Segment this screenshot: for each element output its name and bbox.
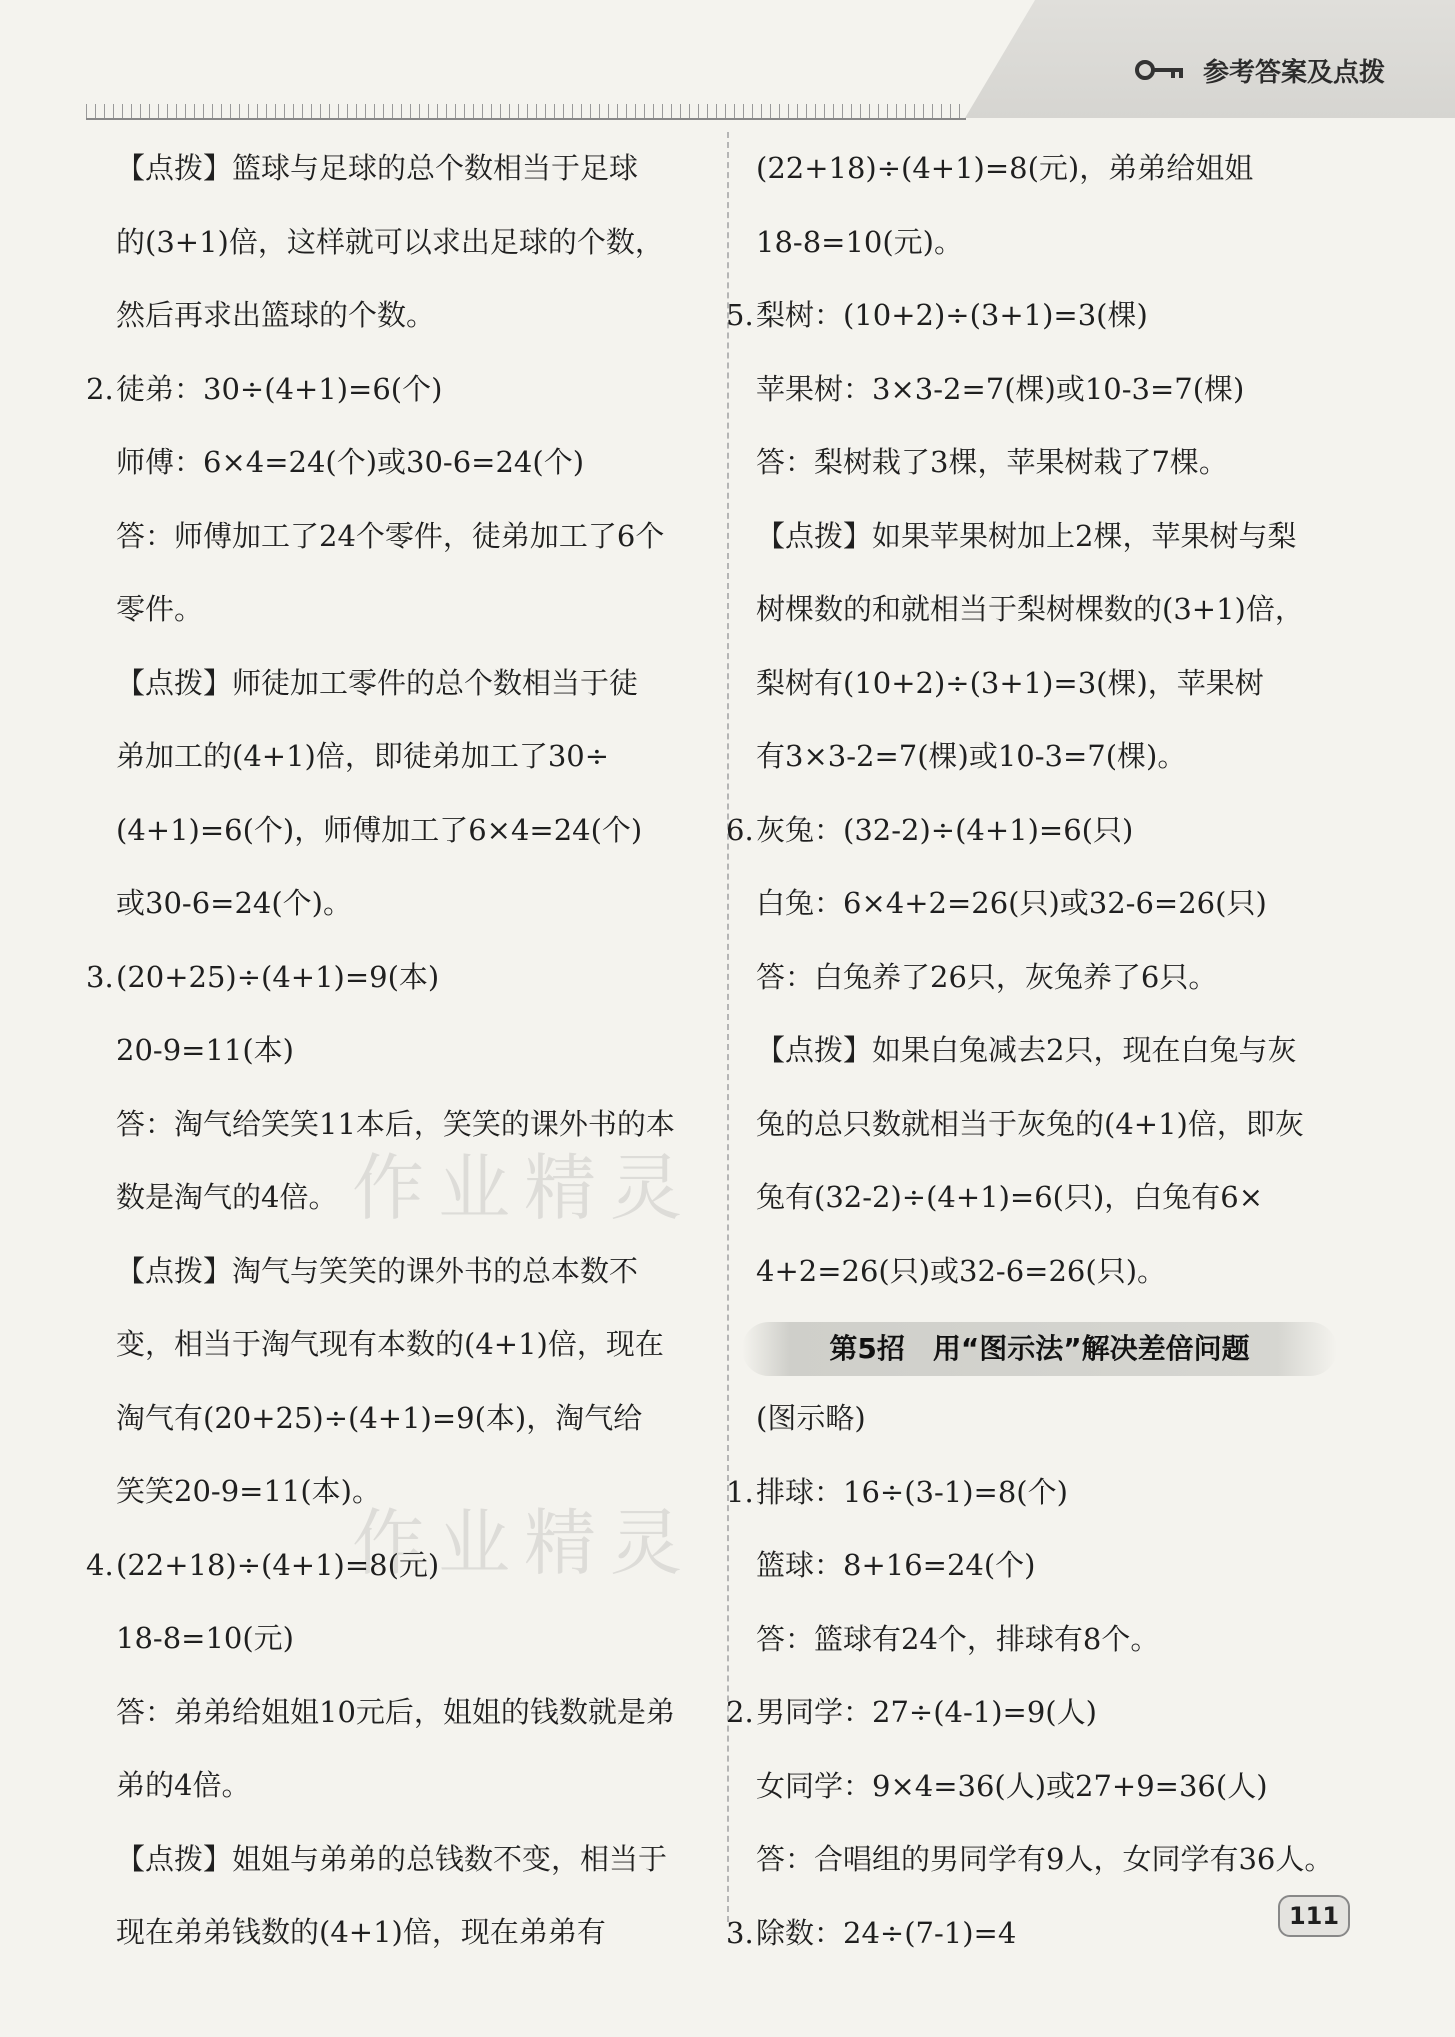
right-column <box>726 138 1371 1976</box>
line-text: 18-8=10(元)。 <box>756 224 963 259</box>
line-text: (图示略) <box>756 1401 866 1435</box>
line-text: 或30-6=24(个)。 <box>116 886 352 920</box>
line-text: 零件。 <box>116 592 204 626</box>
text-line <box>756 138 1371 212</box>
line-text: 【点拨】如果苹果树加上2棵，苹果树与梨 <box>756 518 1297 553</box>
text-line <box>756 506 1371 580</box>
text-line <box>116 432 706 506</box>
item-number: 4. <box>86 1547 114 1582</box>
line-text: 答：篮球有24个，排球有8个。 <box>756 1621 1160 1656</box>
answer-item <box>86 947 706 1021</box>
item-number: 2. <box>726 1695 754 1729</box>
text-line <box>116 1388 706 1462</box>
line-text: 答：梨树栽了3棵，苹果树栽了7棵。 <box>756 445 1228 479</box>
line-text: 除数：24÷(7-1)=4 <box>756 1915 1017 1950</box>
text-line <box>116 285 706 359</box>
text-line <box>116 1020 706 1094</box>
line-text: (4+1)=6(个)，师傅加工了6×4=24(个) <box>116 812 643 847</box>
text-line <box>756 1241 1371 1315</box>
line-text: 淘气有(20+25)÷(4+1)=9(本)，淘气给 <box>116 1400 643 1435</box>
item-number: 1. <box>726 1474 754 1509</box>
watermark: 作业精灵 <box>352 1146 697 1230</box>
line-text: 兔的总只数就相当于灰兔的(4+1)倍，即灰 <box>756 1106 1304 1141</box>
line-text: 梨树有(10+2)÷(3+1)=3(棵)，苹果树 <box>756 665 1264 700</box>
key-icon <box>1133 58 1187 82</box>
text-line <box>756 873 1371 947</box>
text-line <box>116 1094 706 1168</box>
section-heading: 第5招 用“图示法”解决差倍问题 <box>742 1322 1337 1376</box>
text-line <box>756 1609 1371 1683</box>
line-text: (22+18)÷(4+1)=8(元) <box>116 1547 440 1582</box>
text-line <box>756 1388 1371 1462</box>
text-line <box>116 1682 706 1756</box>
line-text: 的(3+1)倍，这样就可以求出足球的个数， <box>116 224 664 259</box>
text-line <box>756 1167 1371 1241</box>
answer-item <box>726 1682 1371 1756</box>
answer-item <box>86 359 706 433</box>
answer-item <box>726 285 1371 359</box>
text-line <box>756 947 1371 1021</box>
item-number: 3. <box>726 1915 754 1950</box>
line-text: 答：弟弟给姐姐10元后，姐姐的钱数就是弟 <box>116 1694 675 1729</box>
line-text: 女同学：9×4=36(人)或27+9=36(人) <box>756 1768 1268 1803</box>
line-text: 答：白兔养了26只，灰兔养了6只。 <box>756 959 1218 994</box>
line-text: 【点拨】如果白兔减去2只，现在白兔与灰 <box>756 1033 1297 1067</box>
line-text: 排球：16÷(3-1)=8(个) <box>756 1474 1068 1509</box>
text-line <box>116 506 706 580</box>
text-line <box>756 1829 1371 1903</box>
text-line <box>116 1755 706 1829</box>
line-text: (22+18)÷(4+1)=8(元)，弟弟给姐姐 <box>756 151 1254 185</box>
text-line <box>116 1167 706 1241</box>
answer-item <box>726 1462 1371 1536</box>
line-text: 梨树：(10+2)÷(3+1)=3(棵) <box>756 298 1148 332</box>
line-text: (20+25)÷(4+1)=9(本) <box>116 959 440 994</box>
text-line <box>116 212 706 286</box>
text-line <box>116 1461 706 1535</box>
header-title: 参考答案及点拨 <box>1202 58 1385 88</box>
line-text: 笑笑20-9=11(本)。 <box>116 1474 381 1508</box>
line-text: 弟加工的(4+1)倍，即徒弟加工了30÷ <box>116 739 610 773</box>
text-line <box>116 579 706 653</box>
line-text: 变，相当于淘气现有本数的(4+1)倍，现在 <box>116 1327 664 1361</box>
line-text: 男同学：27÷(4-1)=9(人) <box>756 1695 1097 1729</box>
line-text: 现在弟弟钱数的(4+1)倍，现在弟弟有 <box>116 1915 606 1949</box>
ruler-divider <box>86 104 966 120</box>
line-text: 白兔：6×4+2=26(只)或32-6=26(只) <box>756 886 1267 920</box>
line-text: 弟的4倍。 <box>116 1768 251 1802</box>
text-line <box>756 212 1371 286</box>
text-line <box>756 432 1371 506</box>
text-line <box>756 1756 1371 1830</box>
page-number: 111 <box>1278 1895 1350 1937</box>
text-line <box>116 726 706 800</box>
text-line <box>756 1535 1371 1609</box>
line-text: 苹果树：3×3-2=7(棵)或10-3=7(棵) <box>756 371 1245 406</box>
answer-item <box>86 1535 706 1609</box>
line-text: 答：师傅加工了24个零件，徒弟加工了6个 <box>116 518 665 553</box>
line-text: 树棵数的和就相当于梨树棵数的(3+1)倍， <box>756 592 1304 626</box>
line-text: 数是淘气的4倍。 <box>116 1180 338 1214</box>
line-text: 【点拨】姐姐与弟弟的总钱数不变，相当于 <box>116 1841 668 1876</box>
line-text: 师傅：6×4=24(个)或30-6=24(个) <box>116 445 585 479</box>
item-number: 6. <box>726 812 754 847</box>
text-line <box>756 359 1371 433</box>
text-line <box>756 1020 1371 1094</box>
column-divider <box>727 132 729 1922</box>
item-number: 3. <box>86 959 114 994</box>
line-text: 灰兔：(32-2)÷(4+1)=6(只) <box>756 812 1134 847</box>
text-line <box>116 653 706 727</box>
text-line <box>756 653 1371 727</box>
line-text: 答：淘气给笑笑11本后，笑笑的课外书的本 <box>116 1106 675 1141</box>
answer-item <box>726 800 1371 874</box>
line-text: 【点拨】师徒加工零件的总个数相当于徒 <box>116 665 639 700</box>
line-text: 徒弟：30÷(4+1)=6(个) <box>116 371 443 406</box>
text-line <box>116 1902 706 1976</box>
text-line <box>116 138 706 212</box>
line-text: 18-8=10(元) <box>116 1621 294 1655</box>
line-text: 4+2=26(只)或32-6=26(只)。 <box>756 1253 1167 1288</box>
line-text: 有3×3-2=7(棵)或10-3=7(棵)。 <box>756 739 1187 773</box>
text-line <box>756 726 1371 800</box>
line-text: 【点拨】篮球与足球的总个数相当于足球 <box>116 151 639 185</box>
text-line <box>756 579 1371 653</box>
watermark: 作业精灵 <box>352 1501 697 1585</box>
line-text: 然后再求出篮球的个数。 <box>116 298 436 332</box>
text-line <box>116 1608 706 1682</box>
item-number: 5. <box>726 298 754 332</box>
line-text: 【点拨】淘气与笑笑的课外书的总本数不 <box>116 1253 639 1288</box>
text-line <box>116 1829 706 1903</box>
text-line <box>756 1094 1371 1168</box>
line-text: 答：合唱组的男同学有9人，女同学有36人。 <box>756 1842 1334 1876</box>
line-text: 20-9=11(本) <box>116 1033 294 1067</box>
text-line <box>116 873 706 947</box>
text-line <box>116 800 706 874</box>
text-line <box>116 1314 706 1388</box>
item-number: 2. <box>86 371 114 406</box>
line-text: 篮球：8+16=24(个) <box>756 1548 1036 1582</box>
line-text: 兔有(32-2)÷(4+1)=6(只)，白兔有6× <box>756 1180 1264 1214</box>
left-column <box>86 138 706 1976</box>
text-line <box>116 1241 706 1315</box>
